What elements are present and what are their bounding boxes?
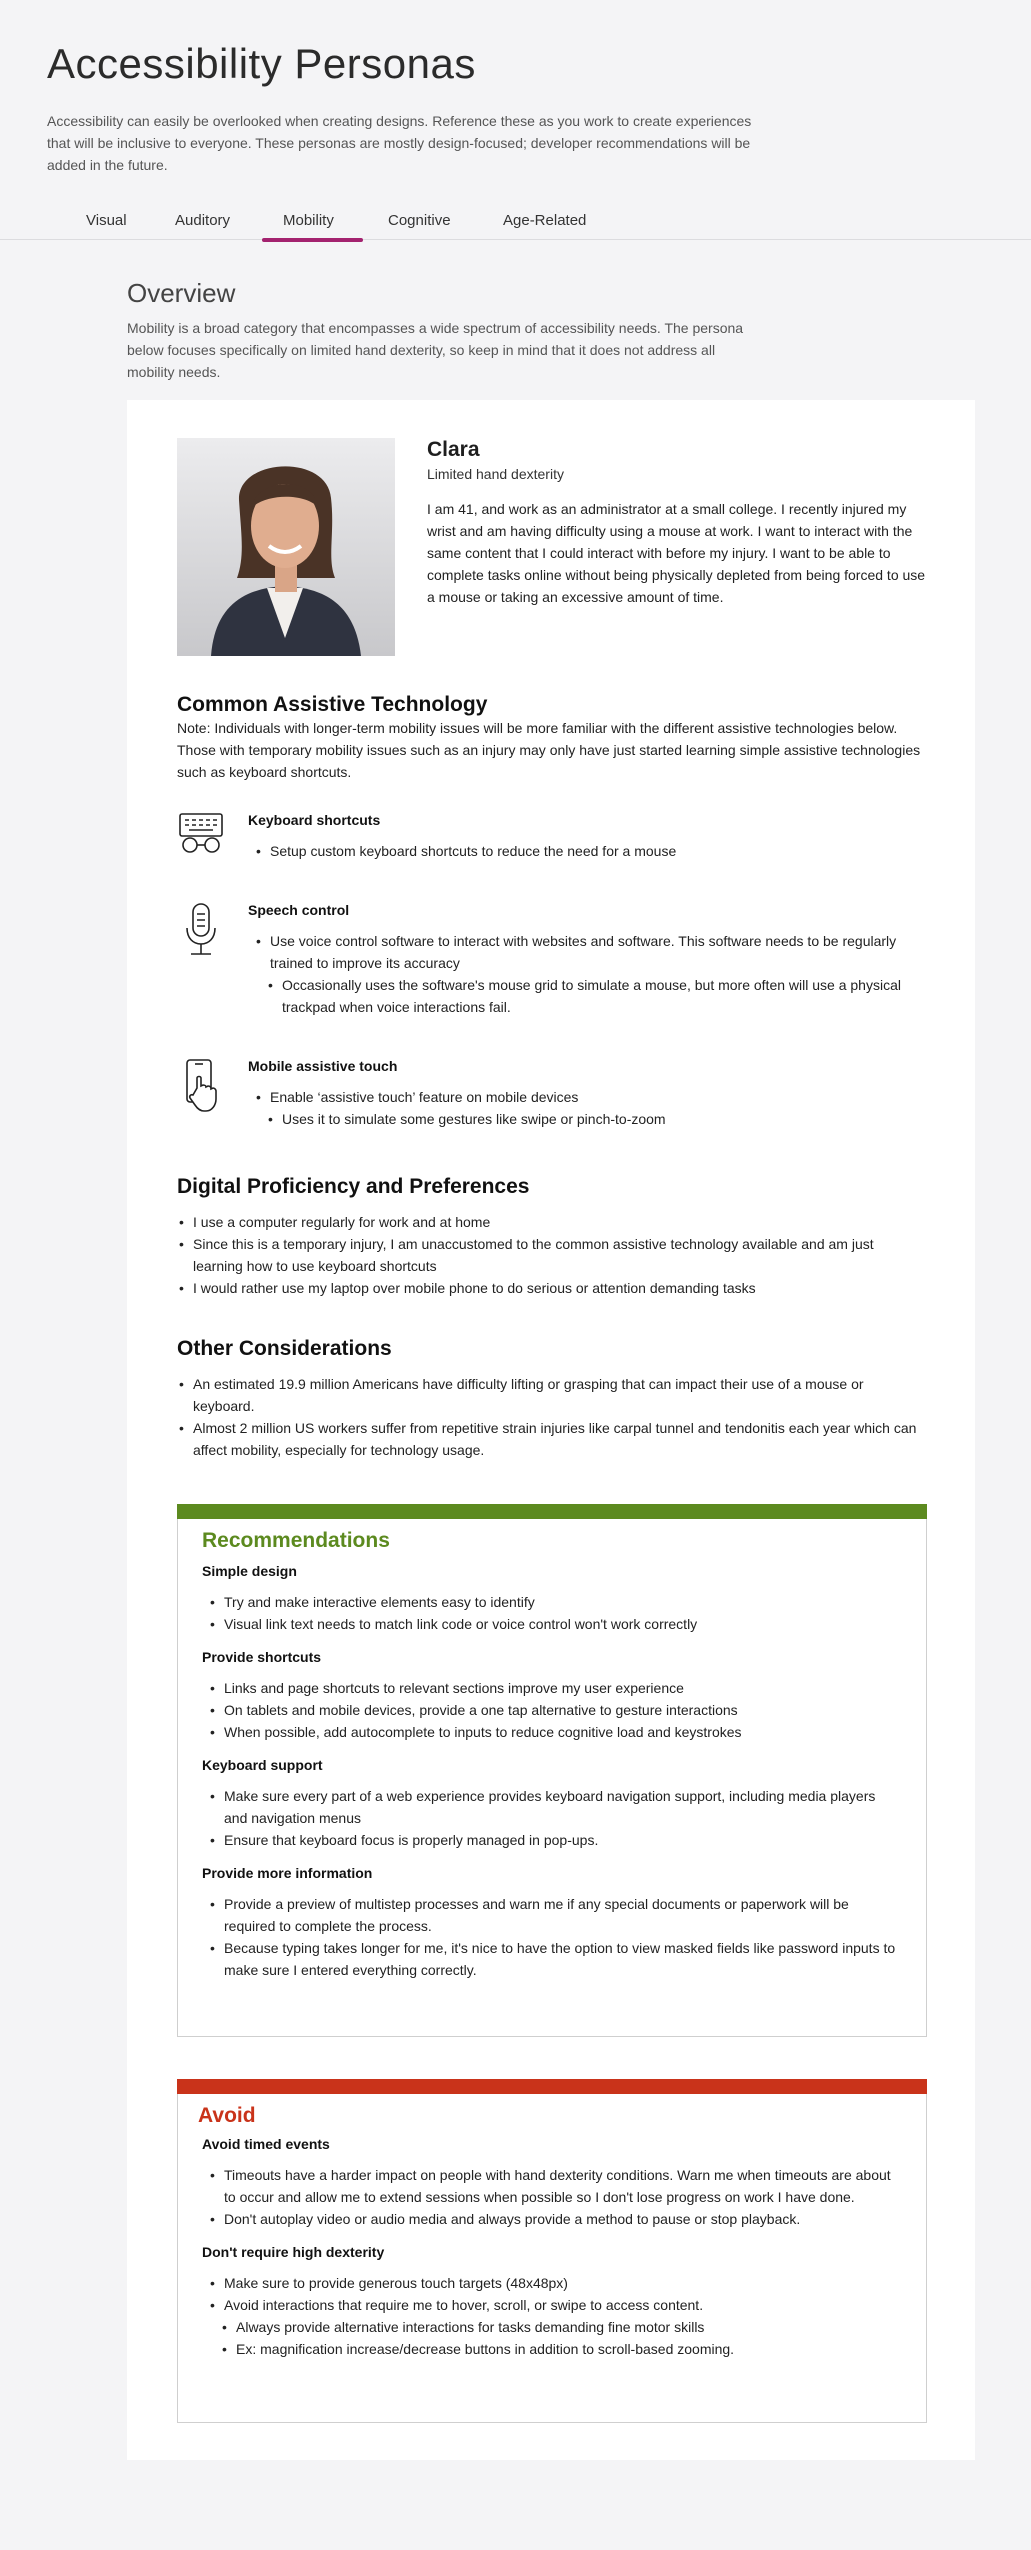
tab-mobility[interactable]: Mobility	[283, 212, 334, 229]
persona-photo	[177, 438, 395, 656]
tab-visual[interactable]: Visual	[86, 212, 127, 229]
list-item: • Avoid interactions that require me to hover, scroll, or swipe to access content.	[202, 2294, 902, 2316]
group-title: Provide more information	[202, 1865, 373, 1881]
list-item: • Timeouts have a harder impact on people with hand dexterity conditions. Warn me when timeouts are about to occur and allow me to extend sessions when possible so I don't lose progress on work I have done.	[202, 2164, 902, 2208]
page-intro: Accessibility can easily be overlooked when creating designs. Reference these as you work to create experiences that will be inclusive to everyone. These personas are mostly design-focused; developer recommendations will be added in the future.	[47, 113, 752, 173]
proficiency-list	[171, 1211, 927, 1299]
proficiency-title: Digital Proficiency and Preferences	[177, 1175, 530, 1198]
list-item: • When possible, add autocomplete to inputs to reduce cognitive load and keystrokes	[202, 1721, 902, 1743]
list-item: • Ensure that keyboard focus is properly managed in pop-ups.	[202, 1829, 902, 1851]
group-title: Provide shortcuts	[202, 1649, 322, 1665]
list-item: • On tablets and mobile devices, provide a one tap alternative to gesture interactions	[202, 1699, 902, 1721]
page-header	[47, 40, 767, 176]
overview-text: Mobility is a broad category that encompasses a wide spectrum of accessibility needs. The persona below focuses specifically on limited hand dexterity, so keep in mind that it does not address all mobility needs.	[127, 320, 744, 380]
tab-age-related[interactable]: Age-Related	[503, 212, 587, 229]
list-item: • Because typing takes longer for me, it's nice to have the option to view masked fields like password inputs to make sure I entered everything correctly.	[202, 1937, 902, 1981]
tech-points	[248, 930, 928, 974]
group-sublist	[218, 2316, 902, 2360]
list-item: • Make sure to provide generous touch targets (48x48px)	[202, 2272, 902, 2294]
avoid-box	[177, 2079, 927, 2423]
tab-cognitive[interactable]: Cognitive	[388, 212, 451, 229]
list-item: • Visual link text needs to match link code or voice control won't work correctly	[202, 1613, 902, 1635]
list-item: • Try and make interactive elements easy to identify	[202, 1591, 902, 1613]
list-item: • Use voice control software to interact with websites and software. This software needs to be regularly trained to improve its accuracy	[248, 930, 928, 974]
assistive-tech-title: Common Assistive Technology	[177, 693, 488, 716]
recommendations-box	[177, 1504, 927, 2037]
list-item: • Links and page shortcuts to relevant sections improve my user experience	[202, 1677, 902, 1699]
list-item: • Occasionally uses the software's mouse grid to simulate a mouse, but more often will use a physical trackpad when voice interactions fail.	[268, 974, 928, 1018]
recommendations-content	[178, 1519, 926, 1981]
group-list	[202, 1677, 902, 1743]
assistive-tech-section	[177, 693, 927, 783]
list-item: • Uses it to simulate some gestures like swipe or pinch-to-zoom	[268, 1108, 928, 1130]
tech-body	[248, 812, 928, 862]
mobile-touch-icon	[177, 1058, 225, 1108]
group-list	[202, 1591, 902, 1635]
list-item: • I would rather use my laptop over mobile phone to do serious or attention demanding tasks	[171, 1277, 927, 1299]
tech-points	[248, 840, 928, 862]
recommendations-bar	[177, 1504, 927, 1519]
avoid-content	[178, 2094, 926, 2360]
considerations-title: Other Considerations	[177, 1337, 392, 1360]
group-title: Simple design	[202, 1563, 297, 1579]
group-title: Keyboard support	[202, 1757, 323, 1773]
persona-tabs	[0, 204, 1031, 240]
tab-auditory[interactable]: Auditory	[175, 212, 231, 229]
list-item: • Provide a preview of multistep processes and warn me if any special documents or paperwork will be required to complete the process.	[202, 1893, 902, 1937]
avoid-title: Avoid	[198, 2104, 256, 2127]
considerations-section	[177, 1337, 927, 1461]
list-item: • Ex: magnification increase/decrease buttons in addition to scroll-based zooming.	[222, 2338, 902, 2360]
group-title: Don't require high dexterity	[202, 2244, 385, 2260]
tech-subpoints	[268, 1108, 928, 1130]
persona-subtitle: Limited hand dexterity	[427, 466, 564, 482]
page-title: Accessibility Personas	[47, 40, 476, 87]
list-item: • Don't autoplay video or audio media and always provide a method to pause or stop playback.	[202, 2208, 902, 2230]
assistive-tech-note: Note: Individuals with longer-term mobility issues will be more familiar with the different assistive technologies below. Those with temporary mobility issues such as an injury may only have just started learning simple assistive technologies such as keyboard shortcuts.	[177, 720, 921, 780]
tech-points	[248, 1086, 928, 1108]
keyboard-icon	[177, 812, 225, 862]
list-item: • Since this is a temporary injury, I am unaccustomed to the common assistive technology available and am just learning how to use keyboard shortcuts	[171, 1233, 927, 1277]
persona-bio: I am 41, and work as an administrator at a small college. I recently injured my wrist and am having difficulty using a mouse at work. I want to interact with the same content that I could interact with before my injury. I want to be able to complete tasks online without being physically depleted from being forced to use a mouse or taking an excessive amount of time.	[427, 501, 926, 605]
group-title: Avoid timed events	[202, 2136, 330, 2152]
list-item: • Almost 2 million US workers suffer from repetitive strain injuries like carpal tunnel and tendonitis each year which can affect mobility, especially for technology usage.	[171, 1417, 927, 1461]
overview-title: Overview	[127, 278, 236, 308]
group-list	[198, 2164, 902, 2230]
group-list	[202, 1785, 902, 1851]
tech-title: Speech control	[248, 902, 350, 918]
list-item: • I use a computer regularly for work and at home	[171, 1211, 927, 1233]
recommendations-title: Recommendations	[202, 1529, 390, 1552]
microphone-icon	[177, 902, 225, 952]
persona-name: Clara	[427, 438, 480, 461]
active-tab-indicator	[262, 238, 363, 242]
tech-title: Keyboard shortcuts	[248, 812, 381, 828]
considerations-list	[171, 1373, 927, 1461]
list-item: • Make sure every part of a web experience provides keyboard navigation support, including media players and navigation menus	[202, 1785, 902, 1829]
list-item: • Always provide alternative interactions for tasks demanding fine motor skills	[222, 2316, 902, 2338]
list-item: • Enable ‘assistive touch’ feature on mobile devices	[248, 1086, 928, 1108]
avoid-bar	[177, 2079, 927, 2094]
tech-body	[248, 1058, 928, 1130]
persona-card	[127, 400, 975, 2460]
tech-subpoints	[268, 974, 928, 1018]
tech-body	[248, 902, 928, 1018]
group-list	[198, 2272, 902, 2316]
proficiency-section	[177, 1175, 927, 1299]
list-item: • Setup custom keyboard shortcuts to reduce the need for a mouse	[248, 840, 928, 862]
tech-title: Mobile assistive touch	[248, 1058, 398, 1074]
list-item: • An estimated 19.9 million Americans have difficulty lifting or grasping that can impact their use of a mouse or keyboard.	[171, 1373, 927, 1417]
overview-section	[127, 278, 747, 383]
group-list	[202, 1893, 902, 1981]
